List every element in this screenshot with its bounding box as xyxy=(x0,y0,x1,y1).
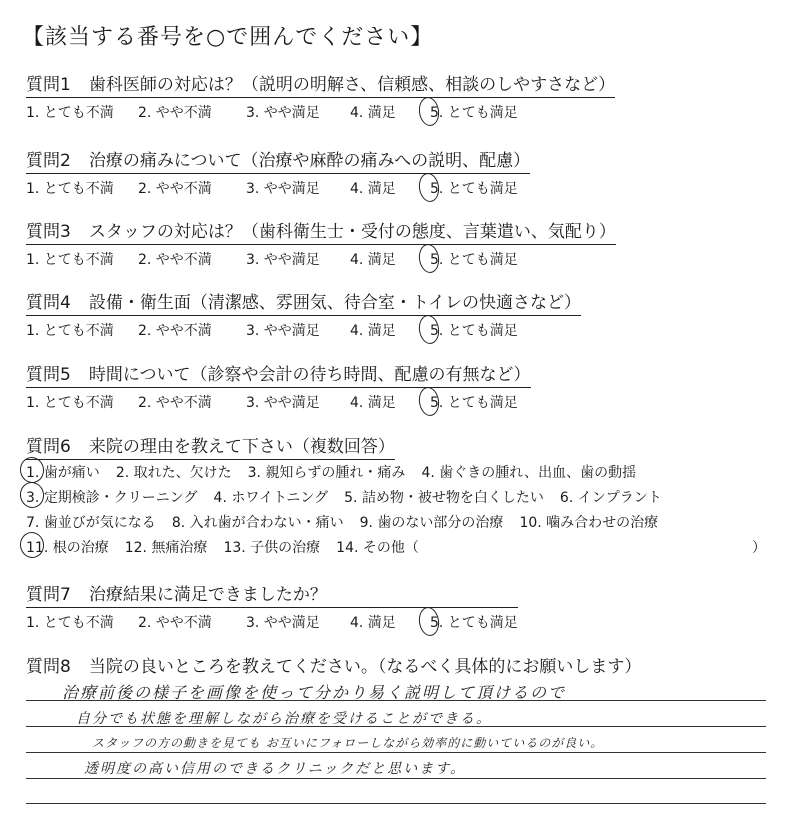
rating-options xyxy=(26,392,531,412)
option-1[interactable]: 1. とても不満 xyxy=(26,252,114,268)
question-number: 質問6 xyxy=(26,437,71,457)
reason-1-selected[interactable]: 1. 歯が痛い xyxy=(26,465,100,481)
reason-row-1 xyxy=(26,462,652,482)
option-1[interactable]: 1. とても不満 xyxy=(26,323,114,339)
option-1[interactable]: 1. とても不満 xyxy=(26,181,114,197)
rating-options xyxy=(26,612,518,632)
question-text: スタッフの対応は？（歯科衛生士・受付の態度、言葉遣い、気配り） xyxy=(88,222,616,242)
reason-8[interactable]: 8. 入れ歯が合わない・痛い xyxy=(171,515,344,531)
question-4 xyxy=(26,288,581,340)
answer-area[interactable] xyxy=(26,676,766,806)
option-2[interactable]: 2. やや不満 xyxy=(138,105,212,121)
reason-implant[interactable]: 6. インプラント xyxy=(559,490,662,506)
option-4[interactable]: 4. 満足 xyxy=(350,395,396,411)
option-2[interactable]: 2. やや不満 xyxy=(138,615,212,631)
question-number: 質問8 xyxy=(26,657,71,677)
option-2[interactable]: 2. やや不満 xyxy=(138,395,212,411)
rating-options xyxy=(26,249,616,269)
handwritten-answer-line-3: スタッフの方の動きを見ても お互いにフォローしながら効率的に動いているのが良い。 xyxy=(92,736,604,750)
other-paren-close: ） xyxy=(752,540,766,556)
question-number: 質問1 xyxy=(26,75,71,95)
option-3[interactable]: 3. やや満足 xyxy=(246,323,320,339)
option-4[interactable]: 4. 満足 xyxy=(350,105,396,121)
question-text: 治療結果に満足できましたか？ xyxy=(88,585,327,605)
reason-10[interactable]: 10. 噛み合わせの治療 xyxy=(519,515,659,531)
question-5 xyxy=(26,360,531,412)
option-3[interactable]: 3. やや満足 xyxy=(246,252,320,268)
question-number: 質問4 xyxy=(26,293,71,313)
reason-whitening[interactable]: 4. ホワイトニング xyxy=(213,490,329,506)
option-2[interactable]: 2. やや不満 xyxy=(138,181,212,197)
question-text: 時間について（診察や会計の待ち時間、配慮の有無など） xyxy=(88,365,531,385)
reason-white-fillings[interactable]: 5. 詰め物・被せ物を白くしたい xyxy=(344,490,544,506)
question-text: 治療の痛みについて（治療や麻酔の痛みへの説明、配慮） xyxy=(88,151,531,171)
rating-options xyxy=(26,320,581,340)
option-4[interactable]: 4. 満足 xyxy=(350,323,396,339)
question-number: 質問5 xyxy=(26,365,71,385)
reason-row-2 xyxy=(26,487,678,507)
reason-row-4 xyxy=(26,537,766,557)
reason-13[interactable]: 13. 子供の治療 xyxy=(223,540,321,556)
question-number: 質問7 xyxy=(26,585,71,605)
option-5-selected[interactable]: 5. とても満足 xyxy=(430,105,518,121)
option-4[interactable]: 4. 満足 xyxy=(350,181,396,197)
option-1[interactable]: 1. とても不満 xyxy=(26,395,114,411)
option-3[interactable]: 3. やや満足 xyxy=(246,395,320,411)
reason-12[interactable]: 12. 無痛治療 xyxy=(124,540,208,556)
question-2 xyxy=(26,146,530,198)
option-3[interactable]: 3. やや満足 xyxy=(246,105,320,121)
option-5-selected[interactable]: 5. とても満足 xyxy=(430,181,518,197)
question-number: 質問3 xyxy=(26,222,71,242)
answer-line xyxy=(26,803,766,804)
question-3 xyxy=(26,217,616,269)
handwritten-answer-line-4: 透明度の高い信用のできるクリニックだと思います。 xyxy=(84,761,467,777)
reason-7[interactable]: 7. 歯並びが気になる xyxy=(26,515,156,531)
option-5-selected[interactable]: 5. とても満足 xyxy=(430,252,518,268)
question-6 xyxy=(26,432,395,460)
handwritten-answer-line-1: 治療前後の様子を画像を使って分かり易く説明して頂けるので xyxy=(62,683,567,702)
option-3[interactable]: 3. やや満足 xyxy=(246,181,320,197)
reason-2[interactable]: 2. 取れた、欠けた xyxy=(115,465,232,481)
rating-options xyxy=(26,102,615,122)
question-text: 歯科医師の対応は？（説明の明解さ、信頼感、相談のしやすさなど） xyxy=(88,75,616,95)
question-text: 当院の良いところを教えてください。（なるべく具体的にお願いします） xyxy=(88,657,642,677)
option-2[interactable]: 2. やや不満 xyxy=(138,323,212,339)
handwritten-answer-line-2: 自分でも状態を理解しながら治療を受けることができる。 xyxy=(76,711,492,727)
question-1 xyxy=(26,70,615,122)
question-8 xyxy=(26,652,641,679)
option-5-selected[interactable]: 5. とても満足 xyxy=(430,395,518,411)
answer-line xyxy=(26,778,766,779)
question-text: 設備・衛生面（清潔感、雰囲気、待合室・トイレの快適さなど） xyxy=(88,293,581,313)
option-5-selected[interactable]: 5. とても満足 xyxy=(430,323,518,339)
option-1[interactable]: 1. とても不満 xyxy=(26,615,114,631)
option-4[interactable]: 4. 満足 xyxy=(350,252,396,268)
option-1[interactable]: 1. とても不満 xyxy=(26,105,114,121)
form-instruction: 【該当する番号を○で囲んでください】 xyxy=(22,25,434,50)
reason-14-other[interactable]: 14. その他（ xyxy=(336,540,419,556)
reason-row-3 xyxy=(26,512,674,532)
reason-9[interactable]: 9. 歯のない部分の治療 xyxy=(359,515,504,531)
question-number: 質問2 xyxy=(26,151,71,171)
reason-3[interactable]: 3. 親知らずの腫れ・痛み xyxy=(247,465,406,481)
question-text: 来院の理由を教えて下さい（複数回答） xyxy=(88,437,395,457)
question-7 xyxy=(26,580,518,632)
reason-11-selected[interactable]: 11. 根の治療 xyxy=(26,540,109,556)
answer-line xyxy=(26,752,766,753)
reason-checkup-selected[interactable]: 3. 定期検診・クリーニング xyxy=(26,490,198,506)
option-5-selected[interactable]: 5. とても満足 xyxy=(430,615,518,631)
option-2[interactable]: 2. やや不満 xyxy=(138,252,212,268)
option-3[interactable]: 3. やや満足 xyxy=(246,615,320,631)
rating-options xyxy=(26,178,530,198)
reason-4[interactable]: 4. 歯ぐきの腫れ、出血、歯の動揺 xyxy=(421,465,637,481)
option-4[interactable]: 4. 満足 xyxy=(350,615,396,631)
